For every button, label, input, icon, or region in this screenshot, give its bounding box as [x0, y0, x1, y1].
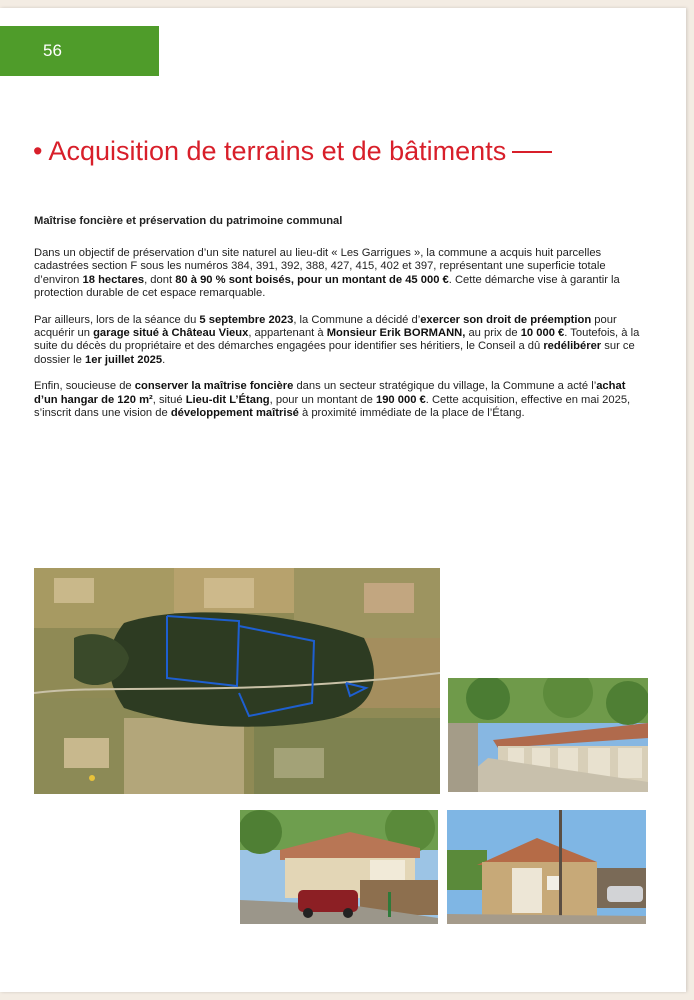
- page-title: [33, 136, 663, 167]
- bold-run: 1er juillet 2025: [85, 353, 163, 366]
- title-bullet: •: [33, 136, 43, 166]
- bold-run: développement maîtrisé: [170, 407, 299, 420]
- garage-house-car-image: [240, 810, 438, 924]
- text-run: .: [162, 353, 166, 366]
- paragraph-garrigues: [34, 247, 650, 301]
- text-run: dans un secteur stratégique du village, la Commune a acté l’: [293, 380, 597, 393]
- bold-run: 10 000 €: [520, 327, 565, 340]
- bold-run: garage situé à Château Vieux: [93, 327, 249, 340]
- text-run: . Cette démarche vise à garantir la protection durable de cet espace remarquable.: [34, 273, 620, 300]
- document-page: [0, 8, 686, 992]
- bold-run: 80 à 90 % sont boisés, pour un montant de 45 000 €: [175, 273, 449, 286]
- text-run: Enfin, soucieuse de: [34, 380, 135, 393]
- bold-run: Lieu-dit L’Étang: [185, 393, 270, 406]
- text-run: . Toutefois, à la suite du décès du propriétaire et des démarches engagées pour identifier ses héritiers, le Conseil a dû: [34, 327, 640, 353]
- title-underline-rule: [512, 151, 552, 153]
- text-run: Par ailleurs, lors de la séance du: [34, 313, 200, 326]
- text-run: , appartenant à: [248, 327, 327, 340]
- garage-row-image: [448, 678, 648, 792]
- title-text: Acquisition de terrains et de bâtiments: [48, 136, 507, 166]
- text-section: [34, 215, 650, 433]
- bold-run: exercer son droit de préemption: [420, 313, 592, 326]
- bold-run: 18 hectares: [82, 273, 145, 286]
- bold-run: conserver la maîtrise foncière: [134, 380, 294, 393]
- text-run: à proximité immédiate de la place de l’Étang.: [298, 407, 525, 420]
- page-number: 56: [43, 41, 62, 60]
- bold-run: achat d’un hangar de 120 m²: [34, 380, 626, 406]
- text-run: , dont: [144, 273, 176, 286]
- bold-run: Monsieur Erik BORMANN,: [326, 327, 466, 340]
- text-run: , situé: [152, 393, 186, 406]
- hangar-image: [447, 810, 646, 924]
- text-run: . Cette acquisition, effective en mai 2025, s’inscrit dans une vision de: [34, 393, 631, 420]
- paragraph-preemption: [34, 314, 650, 368]
- text-run: sur ce dossier le: [34, 340, 635, 366]
- section-subtitle: Maîtrise foncière et préservation du patrimoine communal: [34, 215, 343, 227]
- text-run: , la Commune a décidé d’: [293, 313, 421, 326]
- aerial-map-image: [34, 568, 440, 794]
- text-run: au prix de: [465, 327, 521, 340]
- text-run: pour acquérir un: [34, 313, 617, 340]
- text-run: , pour un montant de: [269, 393, 376, 406]
- text-run: Dans un objectif de préservation d’un site naturel au lieu-dit « Les Garrigues », la commune a acquis huit parcelles cadastrées section F sous les numéros 384, 391, 392, 388, 427, 415, 402 et 397, représentant une superficie totale d’environ: [34, 247, 606, 286]
- paragraph-hangar: [34, 380, 650, 420]
- bold-run: 190 000 €: [375, 393, 426, 406]
- page-number-badge: [0, 26, 159, 76]
- bold-run: redélibérer: [543, 340, 602, 353]
- bold-run: 5 septembre 2023: [199, 313, 294, 326]
